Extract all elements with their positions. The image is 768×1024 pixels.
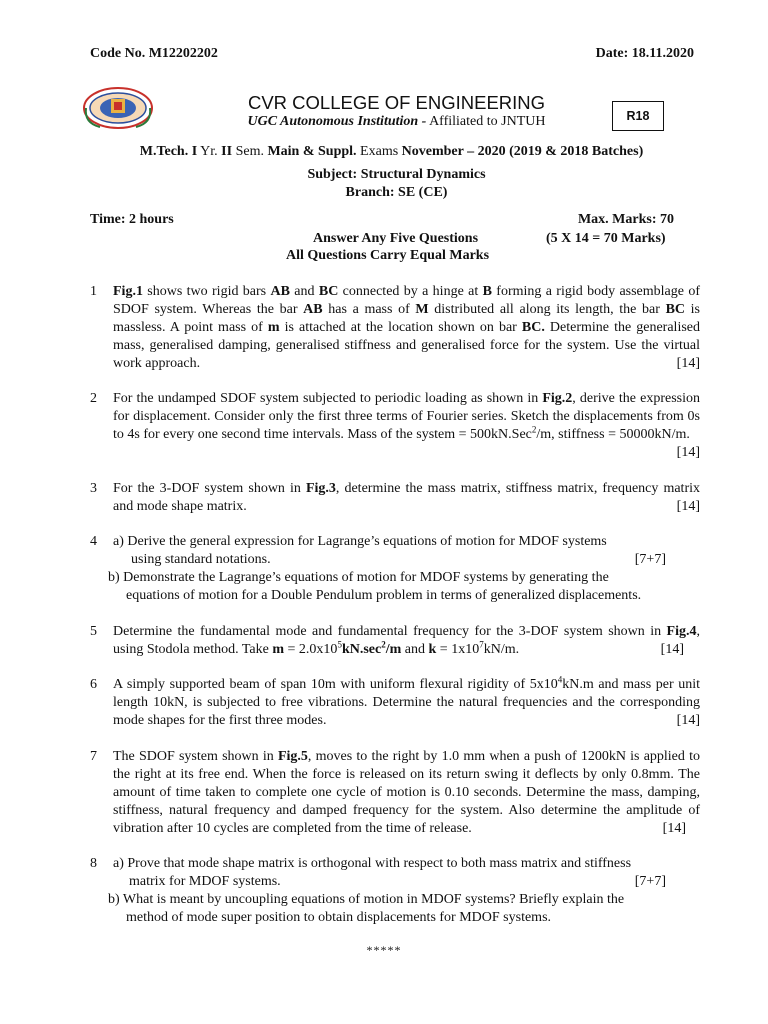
marks-label: [14] bbox=[660, 641, 684, 657]
question-7 bbox=[90, 748, 700, 838]
subject-line: Subject: Structural Dynamics bbox=[307, 167, 486, 182]
exam-date: Date: 18.11.2020 bbox=[595, 46, 694, 61]
question-number: 5 bbox=[90, 624, 97, 639]
question-text: Determine the fundamental mode and fundamental frequency for the 3-DOF system shown in Fig.4, using Stodola method. Take $m = 2.0x10^5kN.\sec^2/m$ and $k = 1x10^7kN/m$. [14] bbox=[113, 624, 700, 657]
question-1 bbox=[90, 283, 700, 373]
marks-label: [7+7] bbox=[634, 551, 666, 567]
marks-label: [14] bbox=[662, 820, 686, 836]
instruction-equal-marks: All Questions Carry Equal Marks bbox=[286, 248, 490, 263]
question-number: 4 bbox=[90, 534, 97, 549]
end-marker: ***** bbox=[366, 943, 402, 957]
question-part-b: b) What is meant by uncoupling equations of motion in MDOF systems? Briefly explain the bbox=[108, 891, 625, 907]
question-number: 8 bbox=[90, 856, 97, 871]
college-name: CVR COLLEGE OF ENGINEERING bbox=[247, 92, 546, 113]
question-text: Fig.1 shows two rigid bars AB and BC connected by a hinge at B forming a rigid body assemblage of SDOF system. Whereas the bar AB has a mass of M distributed all along its length, the bar BC is massless. A point mass of m is attached at the location shown on bar BC. Determine the generalised mass, generalised damping, generalised stiffness and generalised force for the system. Use the virtual work approach. [14] bbox=[113, 284, 701, 371]
question-8: 8 a) Prove that mode shape matrix is orthogonal with respect to both mass matrix and stiffness matrix for MDOF systems. [7+7] b) What is meant by uncoupling equations of motion in MDOF systems? Briefly explain the method of mode super position to obtain displacements for MDOF systems. bbox=[90, 855, 700, 927]
regulation-badge: R18 bbox=[612, 101, 664, 131]
autonomous-text: UGC Autonomous Institution - bbox=[247, 114, 427, 129]
question-part-a: a) Derive the general expression for Lagrange’s equations of motion for MDOF systems bbox=[113, 534, 607, 549]
max-marks: Max. Marks: 70 bbox=[577, 212, 674, 227]
marks-label: [7+7] bbox=[634, 873, 666, 889]
question-part-b: b) Demonstrate the Lagrange’s equations of motion for MDOF systems by generating the bbox=[108, 569, 609, 585]
question-number: 2 bbox=[90, 391, 97, 406]
question-number: 7 bbox=[90, 749, 97, 764]
exam-line: M.Tech. I Yr. II Sem. Main & Suppl. Exams November – 2020 (2019 & 2018 Batches) bbox=[139, 144, 644, 159]
question-part-a: a) Prove that mode shape matrix is orthogonal with respect to both mass matrix and stiffness bbox=[113, 856, 632, 871]
code-number: Code No. M12202202 bbox=[90, 46, 218, 61]
question-text: A simply supported beam of span 10m with uniform flexural rigidity of $5x10^4kN.m$ and mass per unit length 10kN, is subjected to free vibrations. Determine the natural frequencies and the corresponding mode shapes for the first three modes. [14] bbox=[113, 674, 700, 728]
question-number: 6 bbox=[90, 677, 97, 692]
question-2 bbox=[90, 390, 700, 462]
question-6 bbox=[90, 676, 700, 730]
question-number: 1 bbox=[90, 284, 97, 299]
marks-label: [14] bbox=[676, 498, 700, 514]
question-5 bbox=[90, 623, 700, 659]
time-allowed: Time: 2 hours bbox=[90, 212, 174, 227]
marks-label: [14] bbox=[676, 444, 700, 460]
marks-label: [14] bbox=[676, 712, 700, 728]
question-text: For the 3-DOF system shown in Fig.3, determine the mass matrix, stiffness matrix, frequency matrix and mode shape matrix. [14] bbox=[113, 481, 701, 514]
question-4: 4 a) Derive the general expression for Lagrange’s equations of motion for MDOF systems using standard notations. [7+7] b) Demonstrate the Lagrange’s equations of motion for MDOF systems by generating the equations of motion for a Double Pendulum problem in terms of generalized displacements. bbox=[90, 533, 700, 605]
instruction-answer: Answer Any Five Questions bbox=[313, 231, 479, 246]
question-number: 3 bbox=[90, 481, 97, 496]
affiliated-text: Affiliated to JNTUH bbox=[426, 114, 546, 129]
question-text: For the undamped SDOF system subjected to periodic loading as shown in Fig.2, derive the expression for displacement. Consider only the first three terms of Fourier series. Sketch the displacements from 0s to 4s for every one second time intervals. Mass of the system = 500kN.Sec$^2$/m, stiffness = 50000kN/m. [14] bbox=[113, 391, 700, 460]
branch-line: Branch: SE (CE) bbox=[345, 185, 448, 200]
question-text: The SDOF system shown in Fig.5, moves to the right by 1.0 mm when a push of 1200kN is applied to the right at its free end. When the force is released on its return swing it deflects by only 0.8mm. The amount of time taken to complete one cycle of motion is 0.10 seconds. Determine the mass, damping, stiffness, natural frequency and damped frequency for the system. Also determine the amplitude of vibration after 10 cycles are completed from the time of release. [14] bbox=[113, 749, 700, 836]
marks-split: (5 X 14 = 70 Marks) bbox=[546, 231, 666, 246]
marks-label: [14] bbox=[676, 355, 700, 371]
question-3 bbox=[90, 480, 700, 516]
